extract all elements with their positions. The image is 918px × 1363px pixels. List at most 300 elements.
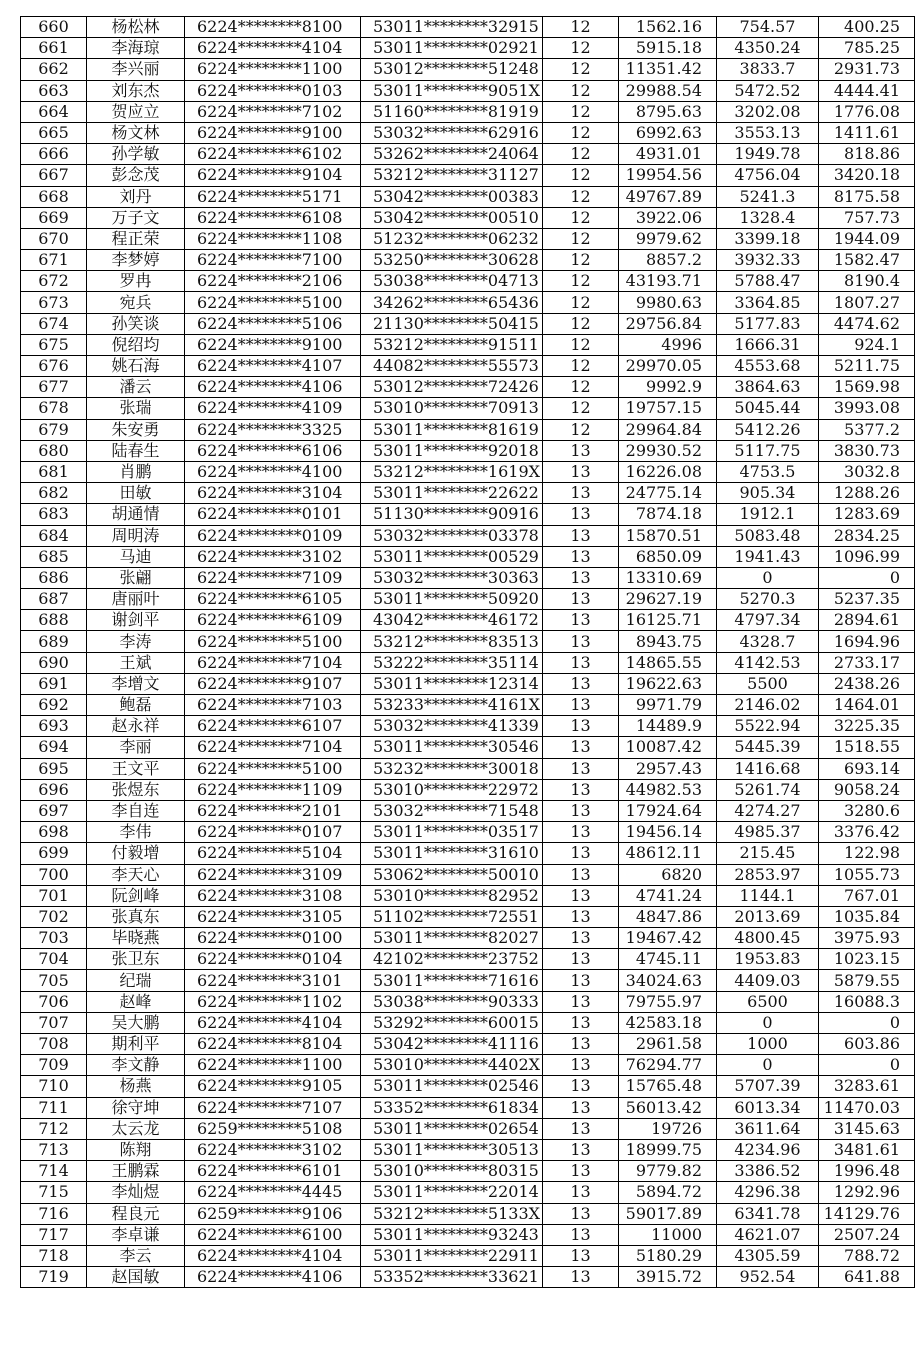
amount-cell: 56013.42 [619, 1097, 717, 1118]
table-row [21, 949, 915, 970]
row-number-cell: 701 [21, 885, 87, 906]
amount2-cell: 2013.69 [717, 906, 819, 927]
month-cell: 12 [543, 101, 619, 122]
name-cell: 徐守坤 [87, 1097, 185, 1118]
bank-card-cell: 6224********3325 [185, 419, 361, 440]
id-number-cell: 53038********04713 [361, 271, 543, 292]
amount-cell: 29988.54 [619, 80, 717, 101]
table-row [21, 461, 915, 482]
name-cell: 罗冉 [87, 271, 185, 292]
month-cell: 13 [543, 525, 619, 546]
month-cell: 13 [543, 843, 619, 864]
bank-card-cell: 6224********0103 [185, 80, 361, 101]
id-number-cell: 53011********02654 [361, 1118, 543, 1139]
bank-card-cell: 6224********7109 [185, 567, 361, 588]
month-cell: 13 [543, 483, 619, 504]
name-cell: 孙学敏 [87, 144, 185, 165]
amount3-cell: 1569.98 [819, 377, 915, 398]
amount3-cell: 2438.26 [819, 673, 915, 694]
row-number-cell: 681 [21, 461, 87, 482]
name-cell: 刘东杰 [87, 80, 185, 101]
name-cell: 贺应立 [87, 101, 185, 122]
month-cell: 13 [543, 716, 619, 737]
amount2-cell: 4234.96 [717, 1139, 819, 1160]
amount2-cell: 0 [717, 567, 819, 588]
amount2-cell: 5083.48 [717, 525, 819, 546]
amount2-cell: 4350.24 [717, 38, 819, 59]
row-number-cell: 715 [21, 1182, 87, 1203]
month-cell: 13 [543, 800, 619, 821]
amount3-cell: 5211.75 [819, 356, 915, 377]
name-cell: 姚石海 [87, 356, 185, 377]
bank-card-cell: 6224********7103 [185, 695, 361, 716]
amount2-cell: 6341.78 [717, 1203, 819, 1224]
name-cell: 李伟 [87, 822, 185, 843]
bank-card-cell: 6224********3102 [185, 1139, 361, 1160]
table-row [21, 398, 915, 419]
amount2-cell: 5522.94 [717, 716, 819, 737]
amount-cell: 7874.18 [619, 504, 717, 525]
table-row [21, 165, 915, 186]
amount-cell: 19757.15 [619, 398, 717, 419]
amount-cell: 11000 [619, 1224, 717, 1245]
name-cell: 胡通情 [87, 504, 185, 525]
row-number-cell: 705 [21, 970, 87, 991]
amount3-cell: 1518.55 [819, 737, 915, 758]
amount3-cell: 5377.2 [819, 419, 915, 440]
id-number-cell: 53233********4161X [361, 695, 543, 716]
table-row [21, 567, 915, 588]
amount2-cell: 4142.53 [717, 652, 819, 673]
amount3-cell: 3280.6 [819, 800, 915, 821]
amount3-cell: 641.88 [819, 1267, 915, 1288]
data-table [20, 16, 915, 1288]
month-cell: 13 [543, 589, 619, 610]
id-number-cell: 53011********9051X [361, 80, 543, 101]
amount-cell: 5180.29 [619, 1245, 717, 1266]
name-cell: 唐丽叶 [87, 589, 185, 610]
id-number-cell: 53262********24064 [361, 144, 543, 165]
id-number-cell: 42102********23752 [361, 949, 543, 970]
name-cell: 张卫东 [87, 949, 185, 970]
bank-card-cell: 6224********0100 [185, 928, 361, 949]
table-row [21, 144, 915, 165]
amount3-cell: 1288.26 [819, 483, 915, 504]
id-number-cell: 43042********46172 [361, 610, 543, 631]
row-number-cell: 661 [21, 38, 87, 59]
amount3-cell: 3225.35 [819, 716, 915, 737]
amount-cell: 1562.16 [619, 17, 717, 38]
amount-cell: 4741.24 [619, 885, 717, 906]
amount-cell: 6850.09 [619, 546, 717, 567]
row-number-cell: 718 [21, 1245, 87, 1266]
bank-card-cell: 6224********4106 [185, 377, 361, 398]
name-cell: 孙笑谈 [87, 313, 185, 334]
amount3-cell: 1096.99 [819, 546, 915, 567]
amount2-cell: 1953.83 [717, 949, 819, 970]
month-cell: 13 [543, 906, 619, 927]
bank-card-cell: 6224********4445 [185, 1182, 361, 1203]
table-row [21, 1118, 915, 1139]
amount2-cell: 4305.59 [717, 1245, 819, 1266]
id-number-cell: 53011********02921 [361, 38, 543, 59]
table-row [21, 440, 915, 461]
amount3-cell: 8175.58 [819, 186, 915, 207]
amount-cell: 19954.56 [619, 165, 717, 186]
amount3-cell: 0 [819, 1012, 915, 1033]
id-number-cell: 21130********50415 [361, 313, 543, 334]
name-cell: 李云 [87, 1245, 185, 1266]
name-cell: 吴大鹏 [87, 1012, 185, 1033]
bank-card-cell: 6224********9100 [185, 334, 361, 355]
amount3-cell: 1694.96 [819, 631, 915, 652]
amount3-cell: 8190.4 [819, 271, 915, 292]
id-number-cell: 53011********32915 [361, 17, 543, 38]
name-cell: 太云龙 [87, 1118, 185, 1139]
bank-card-cell: 6224********2106 [185, 271, 361, 292]
amount-cell: 29930.52 [619, 440, 717, 461]
amount-cell: 29970.05 [619, 356, 717, 377]
amount-cell: 4745.11 [619, 949, 717, 970]
id-number-cell: 53292********60015 [361, 1012, 543, 1033]
id-number-cell: 34262********65436 [361, 292, 543, 313]
id-number-cell: 53222********35114 [361, 652, 543, 673]
row-number-cell: 704 [21, 949, 87, 970]
amount3-cell: 3032.8 [819, 461, 915, 482]
month-cell: 13 [543, 631, 619, 652]
table-row [21, 228, 915, 249]
month-cell: 12 [543, 250, 619, 271]
bank-card-cell: 6224********4107 [185, 356, 361, 377]
name-cell: 张煜东 [87, 779, 185, 800]
amount3-cell: 1283.69 [819, 504, 915, 525]
amount-cell: 18999.75 [619, 1139, 717, 1160]
amount2-cell: 5117.75 [717, 440, 819, 461]
id-number-cell: 53352********33621 [361, 1267, 543, 1288]
amount-cell: 2957.43 [619, 758, 717, 779]
bank-card-cell: 6224********6100 [185, 1224, 361, 1245]
month-cell: 13 [543, 779, 619, 800]
table-row [21, 271, 915, 292]
table-row [21, 737, 915, 758]
name-cell: 陆春生 [87, 440, 185, 461]
row-number-cell: 668 [21, 186, 87, 207]
amount3-cell: 16088.3 [819, 991, 915, 1012]
table-row [21, 1182, 915, 1203]
name-cell: 阮剑峰 [87, 885, 185, 906]
id-number-cell: 44082********55573 [361, 356, 543, 377]
table-row [21, 843, 915, 864]
row-number-cell: 660 [21, 17, 87, 38]
table-row [21, 716, 915, 737]
amount-cell: 3922.06 [619, 207, 717, 228]
name-cell: 李兴丽 [87, 59, 185, 80]
table-row [21, 101, 915, 122]
id-number-cell: 53038********90333 [361, 991, 543, 1012]
name-cell: 倪绍均 [87, 334, 185, 355]
amount3-cell: 1035.84 [819, 906, 915, 927]
bank-card-cell: 6224********0104 [185, 949, 361, 970]
bank-card-cell: 6224********6108 [185, 207, 361, 228]
table-row [21, 885, 915, 906]
id-number-cell: 53010********4402X [361, 1055, 543, 1076]
amount-cell: 4996 [619, 334, 717, 355]
amount3-cell: 2894.61 [819, 610, 915, 631]
table-row [21, 631, 915, 652]
amount3-cell: 924.1 [819, 334, 915, 355]
amount3-cell: 1464.01 [819, 695, 915, 716]
table-row [21, 313, 915, 334]
id-number-cell: 51232********06232 [361, 228, 543, 249]
amount3-cell: 3420.18 [819, 165, 915, 186]
id-number-cell: 53032********03378 [361, 525, 543, 546]
amount-cell: 8857.2 [619, 250, 717, 271]
name-cell: 鲍磊 [87, 695, 185, 716]
bank-card-cell: 6224********7100 [185, 250, 361, 271]
table-row [21, 1055, 915, 1076]
month-cell: 13 [543, 864, 619, 885]
amount-cell: 14865.55 [619, 652, 717, 673]
bank-card-cell: 6224********4104 [185, 1012, 361, 1033]
month-cell: 13 [543, 1161, 619, 1182]
amount-cell: 13310.69 [619, 567, 717, 588]
table-row [21, 589, 915, 610]
bank-card-cell: 6224********7107 [185, 1097, 361, 1118]
amount2-cell: 4985.37 [717, 822, 819, 843]
amount-cell: 11351.42 [619, 59, 717, 80]
month-cell: 13 [543, 1034, 619, 1055]
table-row [21, 1224, 915, 1245]
bank-card-cell: 6224********4100 [185, 461, 361, 482]
amount2-cell: 3864.63 [717, 377, 819, 398]
bank-card-cell: 6224********1100 [185, 1055, 361, 1076]
table-row [21, 652, 915, 673]
amount2-cell: 4621.07 [717, 1224, 819, 1245]
id-number-cell: 53010********82952 [361, 885, 543, 906]
amount-cell: 24775.14 [619, 483, 717, 504]
table-row [21, 779, 915, 800]
amount-cell: 49767.89 [619, 186, 717, 207]
name-cell: 李天心 [87, 864, 185, 885]
bank-card-cell: 6224********6107 [185, 716, 361, 737]
table-row [21, 1097, 915, 1118]
amount2-cell: 4409.03 [717, 970, 819, 991]
row-number-cell: 678 [21, 398, 87, 419]
bank-card-cell: 6224********9105 [185, 1076, 361, 1097]
month-cell: 13 [543, 546, 619, 567]
name-cell: 张翩 [87, 567, 185, 588]
table-row [21, 1012, 915, 1033]
amount-cell: 43193.71 [619, 271, 717, 292]
row-number-cell: 673 [21, 292, 87, 313]
id-number-cell: 53212********1619X [361, 461, 543, 482]
amount2-cell: 3399.18 [717, 228, 819, 249]
row-number-cell: 666 [21, 144, 87, 165]
amount3-cell: 3481.61 [819, 1139, 915, 1160]
amount-cell: 16226.08 [619, 461, 717, 482]
bank-card-cell: 6224********9107 [185, 673, 361, 694]
amount-cell: 9971.79 [619, 695, 717, 716]
amount2-cell: 5241.3 [717, 186, 819, 207]
row-number-cell: 693 [21, 716, 87, 737]
amount2-cell: 5472.52 [717, 80, 819, 101]
amount2-cell: 5045.44 [717, 398, 819, 419]
name-cell: 马迪 [87, 546, 185, 567]
bank-card-cell: 6224********3104 [185, 483, 361, 504]
amount-cell: 15870.51 [619, 525, 717, 546]
bank-card-cell: 6224********7102 [185, 101, 361, 122]
bank-card-cell: 6224********3108 [185, 885, 361, 906]
table-row [21, 970, 915, 991]
table-row [21, 525, 915, 546]
row-number-cell: 675 [21, 334, 87, 355]
amount3-cell: 3975.93 [819, 928, 915, 949]
table-row [21, 1034, 915, 1055]
amount3-cell: 5879.55 [819, 970, 915, 991]
amount-cell: 9980.63 [619, 292, 717, 313]
name-cell: 彭念茂 [87, 165, 185, 186]
amount2-cell: 1941.43 [717, 546, 819, 567]
amount-cell: 9779.82 [619, 1161, 717, 1182]
row-number-cell: 698 [21, 822, 87, 843]
id-number-cell: 53012********51248 [361, 59, 543, 80]
amount-cell: 3915.72 [619, 1267, 717, 1288]
name-cell: 王斌 [87, 652, 185, 673]
amount-cell: 29964.84 [619, 419, 717, 440]
amount2-cell: 3202.08 [717, 101, 819, 122]
amount2-cell: 3833.7 [717, 59, 819, 80]
amount3-cell: 1944.09 [819, 228, 915, 249]
amount3-cell: 1055.73 [819, 864, 915, 885]
amount3-cell: 2834.25 [819, 525, 915, 546]
amount3-cell: 1776.08 [819, 101, 915, 122]
amount3-cell: 11470.03 [819, 1097, 915, 1118]
name-cell: 潘云 [87, 377, 185, 398]
bank-card-cell: 6224********0107 [185, 822, 361, 843]
row-number-cell: 665 [21, 122, 87, 143]
id-number-cell: 51160********81919 [361, 101, 543, 122]
id-number-cell: 53010********22972 [361, 779, 543, 800]
bank-card-cell: 6224********4109 [185, 398, 361, 419]
amount2-cell: 5788.47 [717, 271, 819, 292]
amount3-cell: 767.01 [819, 885, 915, 906]
month-cell: 12 [543, 271, 619, 292]
name-cell: 期利平 [87, 1034, 185, 1055]
table-row [21, 1267, 915, 1288]
amount2-cell: 4800.45 [717, 928, 819, 949]
amount-cell: 29756.84 [619, 313, 717, 334]
bank-card-cell: 6224********4104 [185, 38, 361, 59]
month-cell: 13 [543, 1224, 619, 1245]
month-cell: 13 [543, 1012, 619, 1033]
bank-card-cell: 6224********0109 [185, 525, 361, 546]
bank-card-cell: 6224********4104 [185, 1245, 361, 1266]
bank-card-cell: 6224********7104 [185, 652, 361, 673]
amount-cell: 16125.71 [619, 610, 717, 631]
amount2-cell: 5261.74 [717, 779, 819, 800]
id-number-cell: 53042********41116 [361, 1034, 543, 1055]
id-number-cell: 53011********31610 [361, 843, 543, 864]
row-number-cell: 687 [21, 589, 87, 610]
amount2-cell: 1949.78 [717, 144, 819, 165]
month-cell: 12 [543, 334, 619, 355]
month-cell: 13 [543, 652, 619, 673]
row-number-cell: 711 [21, 1097, 87, 1118]
id-number-cell: 53032********71548 [361, 800, 543, 821]
amount2-cell: 3932.33 [717, 250, 819, 271]
bank-card-cell: 6224********3109 [185, 864, 361, 885]
row-number-cell: 712 [21, 1118, 87, 1139]
amount3-cell: 788.72 [819, 1245, 915, 1266]
month-cell: 12 [543, 377, 619, 398]
amount2-cell: 5445.39 [717, 737, 819, 758]
table-row [21, 419, 915, 440]
amount2-cell: 6013.34 [717, 1097, 819, 1118]
amount-cell: 2961.58 [619, 1034, 717, 1055]
month-cell: 13 [543, 970, 619, 991]
row-number-cell: 689 [21, 631, 87, 652]
row-number-cell: 700 [21, 864, 87, 885]
amount3-cell: 3145.63 [819, 1118, 915, 1139]
row-number-cell: 662 [21, 59, 87, 80]
amount2-cell: 5500 [717, 673, 819, 694]
bank-card-cell: 6224********1100 [185, 59, 361, 80]
row-number-cell: 699 [21, 843, 87, 864]
bank-card-cell: 6224********0101 [185, 504, 361, 525]
row-number-cell: 677 [21, 377, 87, 398]
bank-card-cell: 6259********9106 [185, 1203, 361, 1224]
id-number-cell: 53012********72426 [361, 377, 543, 398]
name-cell: 王鹏霖 [87, 1161, 185, 1182]
amount-cell: 6820 [619, 864, 717, 885]
amount2-cell: 5707.39 [717, 1076, 819, 1097]
table-row [21, 758, 915, 779]
row-number-cell: 686 [21, 567, 87, 588]
month-cell: 13 [543, 1245, 619, 1266]
bank-card-cell: 6224********7104 [185, 737, 361, 758]
bank-card-cell: 6224********1102 [185, 991, 361, 1012]
amount2-cell: 754.57 [717, 17, 819, 38]
bank-card-cell: 6224********6102 [185, 144, 361, 165]
amount2-cell: 1666.31 [717, 334, 819, 355]
bank-card-cell: 6224********5100 [185, 631, 361, 652]
month-cell: 13 [543, 567, 619, 588]
amount-cell: 76294.77 [619, 1055, 717, 1076]
month-cell: 12 [543, 228, 619, 249]
table-row [21, 695, 915, 716]
id-number-cell: 53352********61834 [361, 1097, 543, 1118]
month-cell: 12 [543, 59, 619, 80]
row-number-cell: 688 [21, 610, 87, 631]
amount-cell: 4847.86 [619, 906, 717, 927]
amount3-cell: 122.98 [819, 843, 915, 864]
id-number-cell: 53010********80315 [361, 1161, 543, 1182]
amount3-cell: 2931.73 [819, 59, 915, 80]
bank-card-cell: 6224********6105 [185, 589, 361, 610]
amount2-cell: 3611.64 [717, 1118, 819, 1139]
id-number-cell: 53011********93243 [361, 1224, 543, 1245]
table-row [21, 38, 915, 59]
name-cell: 纪瑞 [87, 970, 185, 991]
row-number-cell: 671 [21, 250, 87, 271]
amount2-cell: 3364.85 [717, 292, 819, 313]
amount2-cell: 1144.1 [717, 885, 819, 906]
table-row [21, 1139, 915, 1160]
id-number-cell: 53011********03517 [361, 822, 543, 843]
row-number-cell: 695 [21, 758, 87, 779]
amount3-cell: 1996.48 [819, 1161, 915, 1182]
id-number-cell: 53011********71616 [361, 970, 543, 991]
